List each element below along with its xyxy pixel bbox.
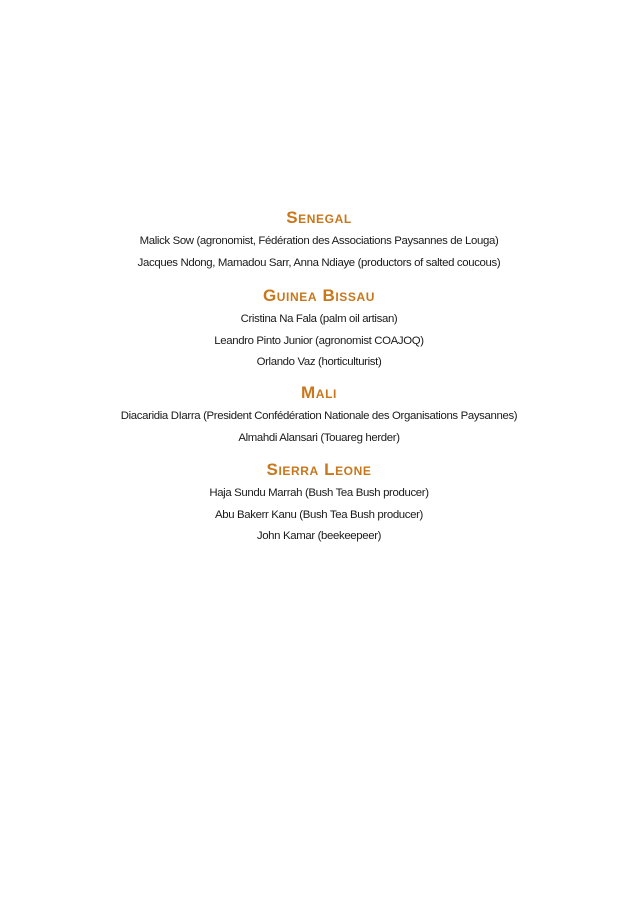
section-guinea-bissau (0, 285, 638, 374)
participant-line: Cristina Na Fala (palm oil artisan) (240, 313, 398, 325)
country-heading: Mali (301, 383, 337, 402)
participant-line: John Kamar (beekeepeer) (256, 530, 382, 542)
country-heading: Guinea Bissau (262, 286, 376, 305)
section-senegal (0, 207, 638, 274)
participant-line: Leandro Pinto Junior (agronomist COAJOQ) (214, 334, 424, 347)
country-heading: Sierra Leone (266, 460, 372, 479)
participant-line: Abu Bakerr Kanu (Bush Tea Bush producer) (214, 508, 424, 521)
participant-line: Orlando Vaz (horticulturist) (256, 356, 382, 368)
country-heading: Senegal (286, 208, 352, 227)
participant-line: Diacaridia DIarra (President Confédération Nationale des Organisations Paysannes) (120, 410, 518, 422)
participant-line: Malick Sow (agronomist, Fédération des Associations Paysannes de Louga) (139, 235, 499, 247)
section-sierra-leone (0, 459, 638, 548)
section-mali (0, 382, 638, 449)
participant-line: Almahdi Alansari (Touareg herder) (238, 431, 400, 444)
participant-line: Haja Sundu Marrah (Bush Tea Bush producer) (209, 487, 429, 499)
participant-line: Jacques Ndong, Mamadou Sarr, Anna Ndiaye (productors of salted coucous) (137, 256, 501, 269)
